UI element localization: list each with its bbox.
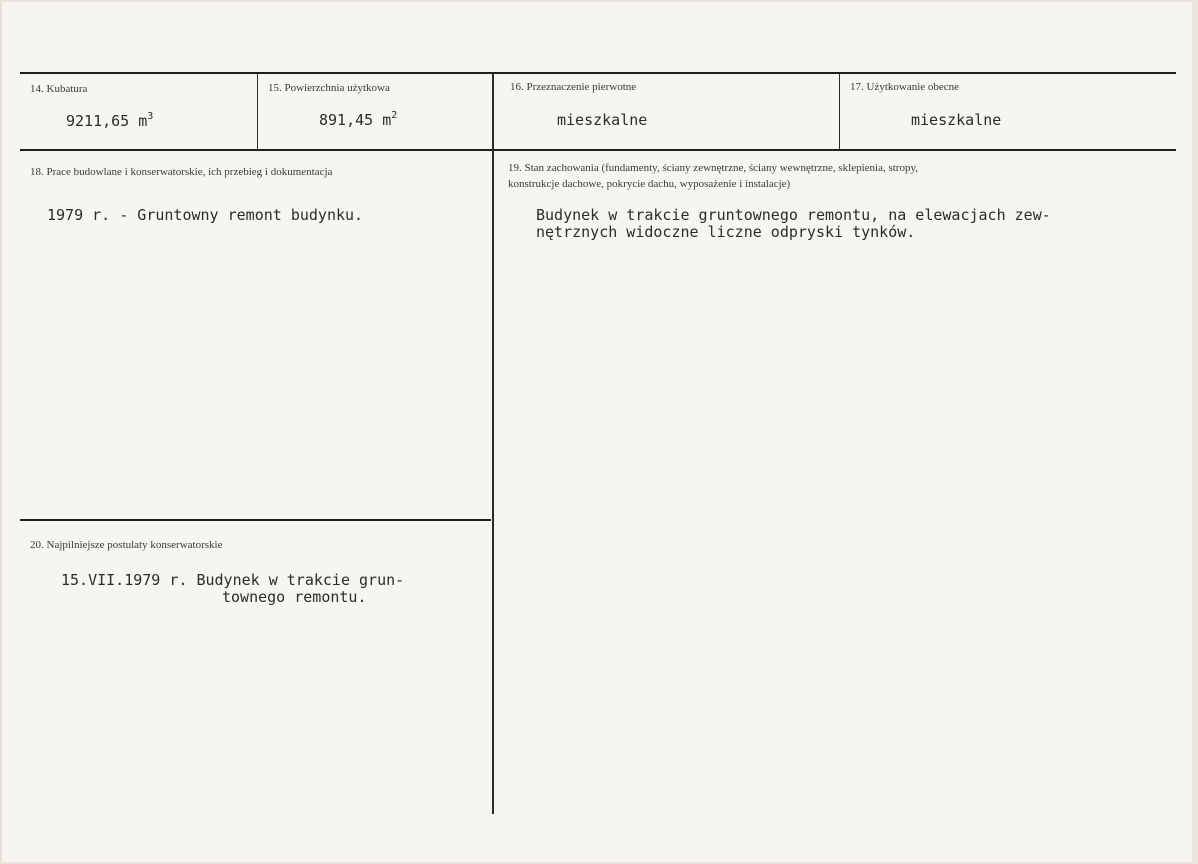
field-17-label: 17. Użytkowanie obecne [850,81,960,93]
row1-bottom-line [20,149,1176,151]
field-17-value: mieszkalne [911,111,1002,129]
field-20-value-line2: townego remontu. [222,588,367,606]
divider-15-16 [492,74,494,814]
divider-16-17 [839,74,840,149]
field-14-value [66,112,153,133]
field-19-value-line1: Budynek w trakcie gruntownego remontu, na elewacjach zew- [536,206,1051,224]
paper-edge [1192,0,1198,864]
field-19-value-line2: nętrznych widoczne liczne odpryski tynków. [536,223,916,241]
powierzchnia-unit-exponent: 2 [391,110,398,121]
field-18-value: 1979 r. - Gruntowny remont budynku. [47,206,364,224]
field-14-label: 14. Kubatura [30,83,88,95]
field-15-label: 15. Powierzchnia użytkowa [268,82,390,94]
field-19-label-line2: konstrukcje dachowe, pokrycie dachu, wyposażenie i instalacje) [508,178,791,190]
kubatura-value: 9211,65 m [66,112,148,130]
field-20-value-line1: 15.VII.1979 r. Budynek w trakcie grun- [61,571,405,589]
field-16-label: 16. Przeznaczenie pierwotne [510,81,637,93]
field-16-value: mieszkalne [557,111,648,129]
field-20-label: 20. Najpilniejsze postulaty konserwatorskie [30,539,223,551]
field-15-value [319,111,397,132]
powierzchnia-value: 891,45 m [319,111,392,129]
field18-bottom-line [20,519,491,521]
field-18-label: 18. Prace budowlane i konserwatorskie, ich przebieg i dokumentacja [30,166,333,178]
field-19-label-line1: 19. Stan zachowania (fundamenty, ściany zewnętrzne, ściany wewnętrzne, sklepienia, stropy, [508,162,919,174]
kubatura-unit-exponent: 3 [147,111,154,122]
divider-14-15 [257,74,258,149]
top-border-line [20,72,1176,74]
